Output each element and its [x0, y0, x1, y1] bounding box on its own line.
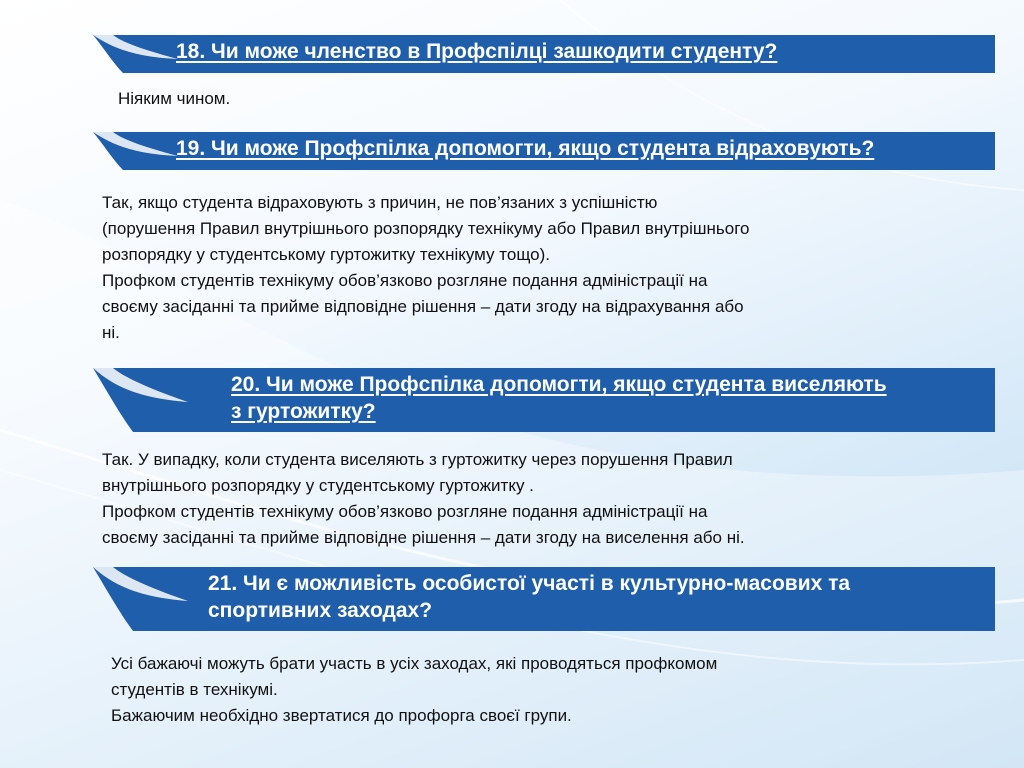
answer-line: Ніяким чином.	[118, 89, 231, 108]
answer-line: студентів в технікумі.	[111, 680, 278, 699]
answer-18	[118, 86, 230, 112]
question-20-title-line1: 20. Чи може Профспілка допомогти, якщо студента виселяють	[231, 373, 887, 396]
question-18-title: 18. Чи може членство в Профспілці зашкодити студенту?	[176, 40, 778, 63]
question-21-title-line2: спортивних заходах?	[208, 599, 433, 622]
answer-21	[111, 651, 717, 729]
answer-line: Бажаючим необхідно звертатися до профорга своєї групи.	[111, 706, 572, 725]
answer-line: розпорядку у студентському гуртожитку технікуму тощо).	[102, 245, 550, 264]
answer-line: Профком студентів технікуму обов’язково розгляне подання адміністрації на	[102, 502, 708, 521]
answer-line: Так, якщо студента відраховують з причин, не пов’язаних з успішністю	[102, 193, 658, 212]
question-21-title-line1: 21. Чи є можливість особистої участі в культурно-масових та	[208, 572, 851, 595]
answer-line: Усі бажаючі можуть брати участь в усіх заходах, які проводяться профкомом	[111, 654, 718, 673]
answer-line: своєму засіданні та прийме відповідне рішення – дати згоду на відрахування або	[102, 297, 744, 316]
answer-line: внутрішнього розпорядку у студентському гуртожитку .	[102, 476, 534, 495]
question-banner-20	[93, 366, 995, 434]
answer-line: ні.	[102, 323, 120, 342]
question-banner-19	[93, 130, 995, 172]
answer-line: (порушення Правил внутрішнього розпорядку технікуму або Правил внутрішнього	[102, 219, 750, 238]
question-banner-21	[93, 565, 995, 633]
answer-20	[102, 447, 745, 551]
answer-line: Профком студентів технікуму обов’язково розгляне подання адміністрації на	[102, 271, 708, 290]
answer-19	[102, 190, 749, 346]
question-20-title-line2: з гуртожитку?	[231, 400, 376, 423]
question-19-title: 19. Чи може Профспілка допомогти, якщо студента відраховують?	[176, 137, 875, 160]
answer-line: своєму засіданні та прийме відповідне рішення – дати згоду на виселення або ні.	[102, 528, 745, 547]
answer-line: Так. У випадку, коли студента виселяють з гуртожитку через порушення Правил	[102, 450, 733, 469]
question-banner-18	[93, 33, 995, 75]
